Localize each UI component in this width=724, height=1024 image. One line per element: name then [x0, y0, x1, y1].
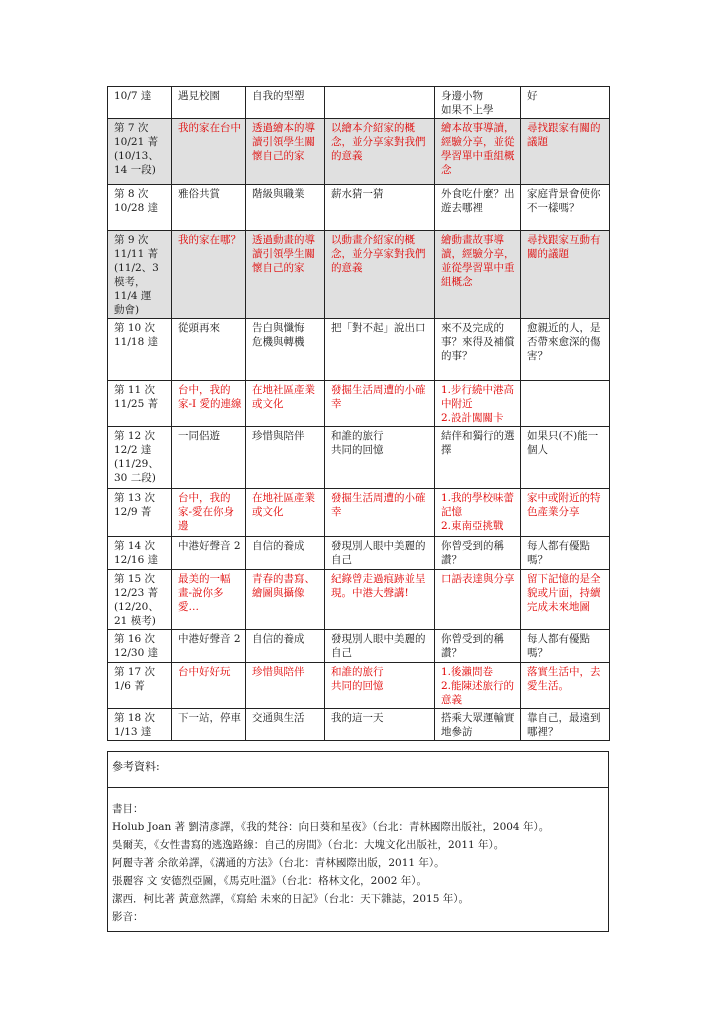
theme-cell: 告白與懺悔 危機與轉機	[246, 319, 325, 381]
schedule-row	[108, 709, 610, 741]
references-box	[107, 751, 609, 932]
theme-cell: 透過繪本的導讀引領學生關懷自己的家	[246, 119, 325, 185]
media-label: 影音：	[112, 911, 144, 923]
unit-title-cell: 台中好好玩	[172, 663, 246, 709]
question-cell: 尋找跟家互動有關的議題	[521, 231, 610, 319]
question-cell: 愈親近的人，是否帶來愈深的傷害？	[521, 319, 610, 381]
theme-cell: 珍惜與陪伴	[246, 427, 325, 489]
theme-cell: 自信的養成	[246, 537, 325, 570]
unit-title-cell: 最美的一幅畫-說你多愛…	[172, 570, 246, 630]
unit-title-cell: 雅俗共賞	[172, 185, 246, 231]
question-cell: 落實生活中，去愛生活。	[521, 663, 610, 709]
unit-title-cell: 中港好聲音 2	[172, 537, 246, 570]
schedule-row	[108, 630, 610, 663]
question-cell: 好	[521, 87, 610, 119]
week-cell: 第 13 次 12/9 菁	[108, 489, 172, 537]
goal-cell: 以動畫介紹家的概念，並分享家對我們的意義	[325, 231, 435, 319]
schedule-row	[108, 537, 610, 570]
question-cell: 每人都有優點嗎？	[521, 630, 610, 663]
book-entry: 阿麗寺著 余欲弟譯，《溝通的方法》（台北：青林國際出版，2011 年）。	[112, 857, 445, 869]
question-cell: 家中或附近的特色產業分享	[521, 489, 610, 537]
goal-cell	[325, 87, 435, 119]
week-cell: 第 11 次 11/25 菁	[108, 381, 172, 427]
books-label: 書目：	[112, 803, 144, 815]
unit-title-cell: 我的家在哪？	[172, 231, 246, 319]
unit-title-cell: 中港好聲音 2	[172, 630, 246, 663]
goal-cell: 薪水猜一猜	[325, 185, 435, 231]
week-cell: 第 12 次 12/2 達 (11/29、 30 二段)	[108, 427, 172, 489]
week-cell: 第 7 次 10/21 菁 (10/13、 14 一段)	[108, 119, 172, 185]
theme-cell: 自我的型塑	[246, 87, 325, 119]
references-heading: 參考資料:	[108, 752, 608, 788]
unit-title-cell: 一同侶遊	[172, 427, 246, 489]
question-cell: 家庭背景會使你不一樣嗎？	[521, 185, 610, 231]
week-cell: 第 10 次 11/18 達	[108, 319, 172, 381]
week-cell: 第 17 次 1/6 菁	[108, 663, 172, 709]
question-cell	[521, 381, 610, 427]
week-cell: 第 18 次 1/13 達	[108, 709, 172, 741]
week-cell: 第 14 次 12/16 達	[108, 537, 172, 570]
theme-cell: 透過動畫的導讀引領學生關懷自己的家	[246, 231, 325, 319]
book-entry: 張麗容 文 安德烈亞圖，《馬克吐溫》（台北：格林文化，2002 年）。	[112, 875, 427, 887]
schedule-row	[108, 381, 610, 427]
theme-cell: 交通與生活	[246, 709, 325, 741]
question-cell: 如果只(不)能一個人	[521, 427, 610, 489]
unit-title-cell: 遇見校園	[172, 87, 246, 119]
question-cell: 靠自己，最遠到哪裡？	[521, 709, 610, 741]
activity-cell: 搭乘大眾運輸實地參訪	[435, 709, 521, 741]
activity-cell: 口語表達與分享	[435, 570, 521, 630]
activity-cell: 你曾受到的稱讚？	[435, 537, 521, 570]
goal-cell: 把「對不起」說出口	[325, 319, 435, 381]
goal-cell: 發現別人眼中美麗的自己	[325, 537, 435, 570]
schedule-row	[108, 427, 610, 489]
unit-title-cell: 台中，我的家-愛在你身邊	[172, 489, 246, 537]
activity-cell: 繪動畫故事導讀，經驗分享，並從學習單中重組概念	[435, 231, 521, 319]
theme-cell: 自信的養成	[246, 630, 325, 663]
question-cell: 尋找跟家有關的議題	[521, 119, 610, 185]
schedule-row	[108, 570, 610, 630]
question-cell: 留下記憶的是全貌或片面，持續完成未來地圖	[521, 570, 610, 630]
activity-cell: 1.我的學校味蕾記憶 2.東南亞挑戰	[435, 489, 521, 537]
schedule-table	[107, 86, 610, 741]
book-entry: Holub Joan 著 劉清彥譯，《我的梵谷：向日葵和星夜》（台北：青林國際出版社，2004 年）。	[112, 821, 550, 833]
unit-title-cell: 台中，我的家-I 愛的連線	[172, 381, 246, 427]
activity-cell: 來不及完成的事？來得及補償的事？	[435, 319, 521, 381]
goal-cell: 發現別人眼中美麗的自己	[325, 630, 435, 663]
references-body	[112, 800, 604, 926]
activity-cell: 繪本故事導讀，經驗分享，並從學習單中重組概念	[435, 119, 521, 185]
activity-cell: 結伴和獨行的選擇	[435, 427, 521, 489]
week-cell: 第 8 次 10/28 達	[108, 185, 172, 231]
question-cell: 每人都有優點嗎？	[521, 537, 610, 570]
goal-cell: 發掘生活周遭的小確幸	[325, 489, 435, 537]
activity-cell: 身邊小物 如果不上學	[435, 87, 521, 119]
goal-cell: 我的這一天	[325, 709, 435, 741]
schedule-row	[108, 319, 610, 381]
schedule-row	[108, 489, 610, 537]
unit-title-cell: 下一站，停車	[172, 709, 246, 741]
week-cell: 第 15 次 12/23 菁 (12/20、 21 模考)	[108, 570, 172, 630]
schedule-row	[108, 663, 610, 709]
goal-cell: 和誰的旅行 共同的回憶	[325, 663, 435, 709]
book-entry: 潔西．柯比著 黃意然譯，《寫給 未來的日記》（台北：天下雜誌，2015 年）。	[112, 893, 469, 905]
unit-title-cell: 我的家在台中	[172, 119, 246, 185]
week-cell: 第 9 次 11/11 菁 (11/2、3 模考， 11/4 運 動會)	[108, 231, 172, 319]
week-cell: 10/7 達	[108, 87, 172, 119]
schedule-row	[108, 87, 610, 119]
theme-cell: 階級與職業	[246, 185, 325, 231]
unit-title-cell: 從頭再來	[172, 319, 246, 381]
goal-cell: 發掘生活周遭的小確幸	[325, 381, 435, 427]
schedule-row	[108, 119, 610, 185]
schedule-row	[108, 185, 610, 231]
schedule-body	[108, 87, 610, 741]
theme-cell: 珍惜與陪伴	[246, 663, 325, 709]
theme-cell: 青春的書寫、繪圖與攝像	[246, 570, 325, 630]
goal-cell: 紀錄曾走過痕跡並呈現。中港大聲講!	[325, 570, 435, 630]
activity-cell: 1.後瀨問卷 2.能陳述旅行的意義	[435, 663, 521, 709]
theme-cell: 在地社區產業或文化	[246, 381, 325, 427]
goal-cell: 和誰的旅行 共同的回憶	[325, 427, 435, 489]
activity-cell: 1.步行繞中港高中附近 2.設計闖關卡	[435, 381, 521, 427]
book-entry: 吳爾芙，《女性書寫的逃逸路線：自己的房間》（台北：大塊文化出版社，2011 年）。	[112, 839, 505, 851]
theme-cell: 在地社區產業或文化	[246, 489, 325, 537]
activity-cell: 你曾受到的稱讚？	[435, 630, 521, 663]
goal-cell: 以繪本介紹家的概念，並分享家對我們的意義	[325, 119, 435, 185]
activity-cell: 外食吃什麼？出遊去哪裡	[435, 185, 521, 231]
week-cell: 第 16 次 12/30 達	[108, 630, 172, 663]
schedule-row	[108, 231, 610, 319]
